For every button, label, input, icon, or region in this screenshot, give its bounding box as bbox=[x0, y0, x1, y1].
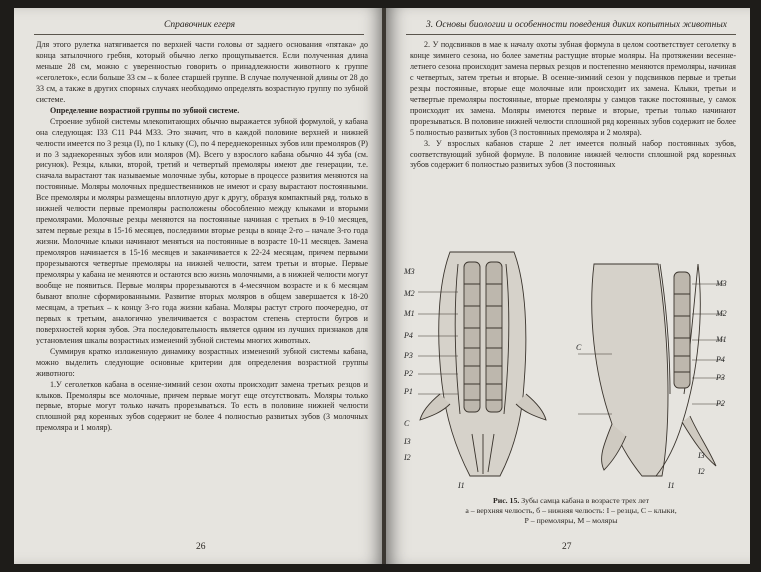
label-lower-c: C bbox=[576, 343, 582, 352]
left-header-rule bbox=[34, 34, 364, 35]
right-page bbox=[386, 8, 750, 564]
right-paragraph: 2. У подсвинков в мае к началу охоты зубная формула в целом соответствует сеголетку в конце зимнего сезона, но более заметны растущие вторые моляры. На протяжении весенне-летнего сезона происходит замена первых резцов и постепенно меняются премоляры, начиная с четвертых, затем третьи и вторые. В осенне-зимний сезон у подсвинков первые и третьи резцы постоянные, вторые еще молочные или происходит их замена. Клыки, третьи и четвертые премоляры постоянные, вторые премоляры у самцов также постоянные, у самок происходит их замена. Моляры имеются первые и вторые, третьи только начинают прорезываться. В половине нижней челюсти сплошной ряд коренных зубов содержит не более 5 полностью развитых зубов (3 постоянных премоляра и 2 моляра). bbox=[410, 40, 736, 137]
upper-jaw-drawing bbox=[418, 252, 546, 476]
label-upper-i1: I1 bbox=[458, 481, 465, 490]
caption-line-3: Р – премоляры, М – моляры bbox=[524, 516, 618, 525]
book-spread bbox=[14, 8, 750, 564]
label-lower-i3: I3 bbox=[698, 451, 705, 460]
left-text-column bbox=[36, 40, 368, 434]
left-page bbox=[14, 8, 384, 564]
caption-text: Зубы самца кабана в возрасте трех лет bbox=[521, 496, 650, 505]
right-header-rule bbox=[406, 34, 736, 35]
boar-teeth-drawing bbox=[398, 244, 738, 494]
label-upper-p2: P2 bbox=[404, 369, 413, 378]
label-upper-m2: M2 bbox=[404, 289, 415, 298]
label-lower-i2: I2 bbox=[698, 467, 705, 476]
left-paragraph: Для этого рулетка натягивается по верхней части головы от заднего основания «пятака» до конца затылочного гребня, который обычно легко прощупывается. Если полученная длина меньше 28 см, можно с уверенностью говорить о принадлежности животного к группе «сеголеток», если больше 33 см – к более старшей группе. В случае полученной длины от 28 до 33 см, а также в других спорных случаях необходимо определять возрастную группу по зубной системе. bbox=[36, 40, 368, 104]
left-paragraph: Суммируя кратко изложенную динамику возрастных изменений зубной системы кабана, можно выделить следующие основные критерии для определения возрастной группы животного: bbox=[36, 346, 368, 378]
label-upper-p4: P4 bbox=[404, 331, 413, 340]
section-heading: Определение возрастной группы по зубной системе. bbox=[50, 105, 240, 115]
label-upper-i2: I2 bbox=[404, 453, 411, 462]
label-lower-p2: P2 bbox=[716, 399, 725, 408]
right-text-column bbox=[410, 40, 736, 171]
left-page-number: 26 bbox=[196, 542, 206, 552]
label-lower-m2: M2 bbox=[716, 309, 727, 318]
label-lower-p4: P4 bbox=[716, 355, 725, 364]
caption-title: Рис. 15. bbox=[492, 496, 520, 505]
label-upper-i3: I3 bbox=[404, 437, 411, 446]
label-upper-c: C bbox=[404, 419, 410, 428]
jaw-illustration bbox=[398, 244, 738, 494]
label-upper-m3: M3 bbox=[404, 267, 415, 276]
label-lower-m1: M1 bbox=[716, 335, 727, 344]
right-paragraph: 3. У взрослых кабанов старше 2 лет имеется полный набор постоянных зубов, соответствующий зубной формуле. В половине нижней челюсти сплошной ряд коренных зубов содержит 6 полностью развитых зубов (3 постоянных bbox=[410, 138, 736, 170]
right-running-head: 3. Основы биологии и особенности поведения диких копытных животных bbox=[426, 20, 727, 30]
right-page-number: 27 bbox=[562, 542, 572, 552]
caption-line-2: а – верхняя челюсть, б – нижняя челюсть: I – резцы, С – клыки, bbox=[465, 506, 677, 515]
left-running-head: Справочник егеря bbox=[164, 20, 236, 30]
left-paragraph: 1.У сеголетков кабана в осенне-зимний сезон охоты происходит замена третьих резцов и клыков. Премоляры все молочные, причем первые могут еще отсутствовать. Моляры только первые, вторые могут только начать прорезываться. То есть в половине нижней челюсти сплошной ряд коренных зубов содержит не более 4 полностью развитых зубов (3 молочных премоляра и 1 моляр). bbox=[36, 379, 368, 433]
lower-jaw-drawing bbox=[578, 264, 724, 476]
label-lower-m3: M3 bbox=[716, 279, 727, 288]
label-upper-m1: M1 bbox=[404, 309, 415, 318]
label-upper-p1: P1 bbox=[404, 387, 413, 396]
label-lower-p3: P3 bbox=[716, 373, 725, 382]
left-paragraph: Строение зубной системы млекопитающих обычно выражается зубной формулой, у кабана она следующая: I33 C11 P44 M33. Это значит, что в каждой половине верхней и нижней челюсти имеется по 3 резца (I), по 1 клыку (C), по 4 переднекоренных зубов или премоляров (P) и по 3 заднекоренных зубов или моляров (M). Всего у взрослого кабана обычно 44 зуба (см. рисунок). Резцы, клыки, второй, третий и четвертый премоляры имеют две генерации, т.е. сначала вырастают так называемые молочные зубы, которые в процессе развития меняются на постоянные. Моляры молочных предшественников не имеют и сразу вырастают постоянными. Все премоляры и моляры размещены вплотную друг к другу, образуя компактный ряд, только в нижней челюсти первые премоляры расположены обособленно между клыками и вторыми премолярами. Молочные резцы меняются на постоянные начиная с третьих в 9-10 месяцев, затем первые резцы в 15-16 месяцев, последними вторые резцы в конце 2-го – начале 3-го года жизни. Молочные клыки начинают меняться на постоянные в возрасте 10-11 месяцев. Замена премоляров начинается в 15-16 месяцев и заканчивается к 22-24 месяцам, причем первыми прорезываются четвертые премоляры на нижней челюсти, затем третьи и вторые. Первые премоляры у кабана не меняются и остаются всю жизнь молочными, а в нижней челюсти могут вообще не появиться. Первые моляры прорезываются в 4-месячном возрасте и к 6 месяцам бывают вполне сформированными. Развитие вторых моляров в общем завершается к 18-20 месяцам, а третьих – к концу 3-го года жизни кабана. Моляры растут строго поочередно, от первых к третьим, аналогично увеличивается с возрастом степень стертости бугров и поверхностей корня зубов. Эта последовательность является одним из лучших признаков для установления шкалы возрастных изменений зубной системы многих животных. bbox=[36, 116, 368, 345]
label-lower-i1: I1 bbox=[668, 481, 675, 490]
figure-caption bbox=[406, 496, 736, 526]
label-upper-p3: P3 bbox=[404, 351, 413, 360]
